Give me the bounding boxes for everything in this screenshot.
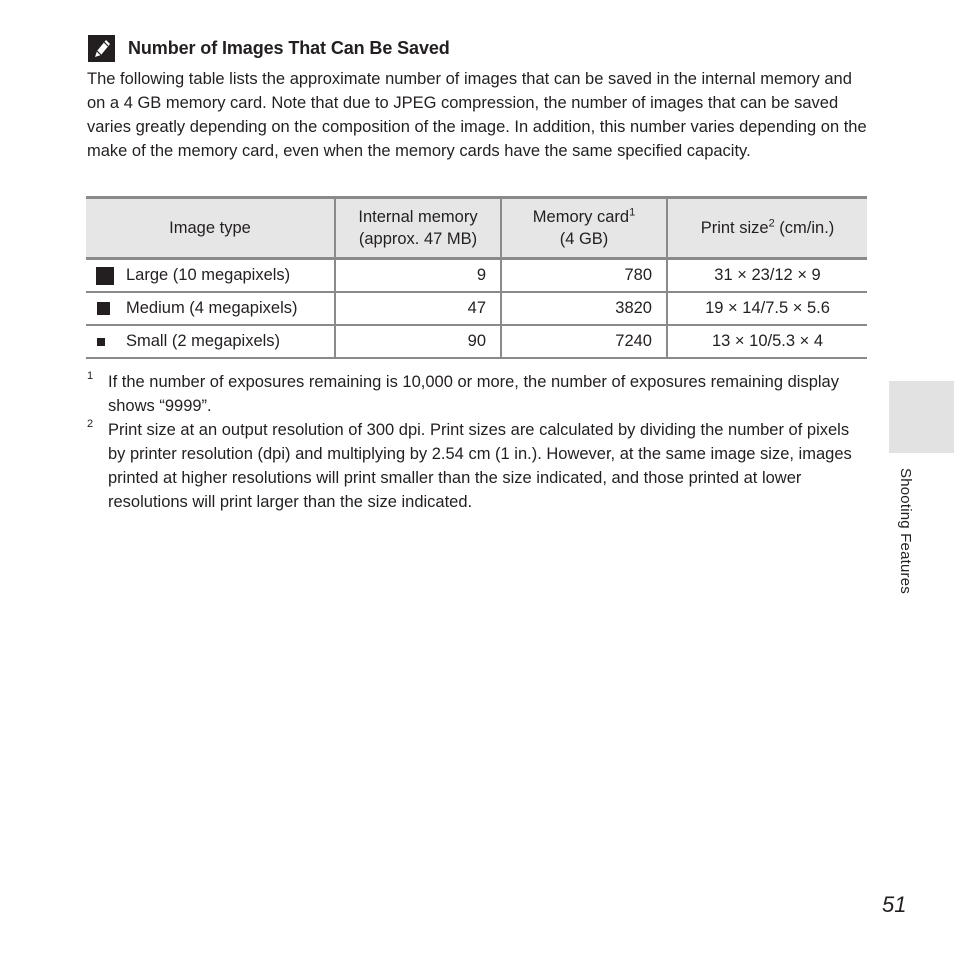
table-header-row xyxy=(86,198,867,259)
header-internal-memory: Internal memory (approx. 47 MB) xyxy=(335,198,501,259)
pencil-note-icon xyxy=(88,35,115,62)
medium-square-icon xyxy=(97,302,110,315)
cell-print: 13 × 10/5.3 × 4 xyxy=(667,325,867,358)
header-memory-card: Memory card$^1$ (4 GB) xyxy=(501,198,667,259)
footnote-text: If the number of exposures remaining is 10,000 or more, the number of exposures remaining display shows “9999”. xyxy=(108,373,839,415)
table-row xyxy=(86,325,867,358)
footnote-text: Print size at an output resolution of 300 dpi. Print sizes are calculated by dividing the number of pixels by printer resolution (dpi) and multiplying by 2.54 cm (1 in.). However, at the same image size, images printed at higher resolutions will print smaller than the size indicated, and those printed at lower resolutions will print larger than the size indicated. xyxy=(108,421,852,511)
intro-paragraph: The following table lists the approximate number of images that can be saved in the internal memory and on a 4 GB memory card. Note that due to JPEG compression, the number of images that can be saved varies greatly depending on the composition of the image. In addition, this number varies depending on the make of the memory card, even when the memory cards have the same specified capacity. xyxy=(87,70,867,160)
cell-image-type: Large (10 megapixels) xyxy=(86,259,335,293)
page-number: 51 xyxy=(882,892,907,917)
footnote-1 xyxy=(87,370,867,418)
cell-print: 19 × 14/7.5 × 5.6 xyxy=(667,292,867,325)
cell-internal: 90 xyxy=(335,325,501,358)
header-image-type: Image type xyxy=(86,198,335,259)
large-square-icon xyxy=(96,267,114,285)
small-square-icon xyxy=(97,338,105,346)
section-heading: Number of Images That Can Be Saved xyxy=(128,38,450,58)
cell-internal: 47 xyxy=(335,292,501,325)
table-row xyxy=(86,259,867,293)
table-row xyxy=(86,292,867,325)
section-tab xyxy=(889,381,954,453)
cell-card: 3820 xyxy=(501,292,667,325)
section-label: Shooting Features xyxy=(897,468,914,594)
footnote-2 xyxy=(87,418,867,514)
cell-image-type: Small (2 megapixels) xyxy=(86,325,335,358)
header-print-size: Print size$^2$ (cm/in.) xyxy=(667,198,867,259)
footnote-marker: 2 xyxy=(87,418,94,430)
images-table xyxy=(86,196,867,359)
cell-card: 780 xyxy=(501,259,667,293)
cell-internal: 9 xyxy=(335,259,501,293)
cell-card: 7240 xyxy=(501,325,667,358)
cell-print: 31 × 23/12 × 9 xyxy=(667,259,867,293)
cell-image-type: Medium (4 megapixels) xyxy=(86,292,335,325)
footnote-marker: 1 xyxy=(87,370,94,382)
